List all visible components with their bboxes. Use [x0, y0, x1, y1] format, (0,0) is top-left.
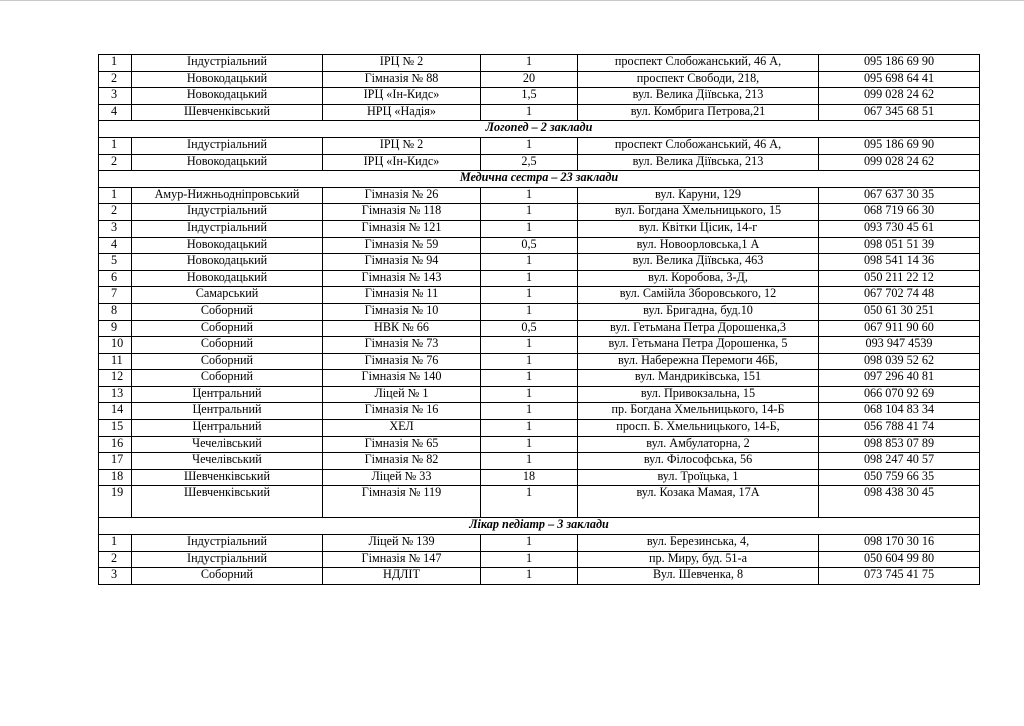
row-number: 1 — [99, 55, 132, 72]
institution-cell: ІРЦ «Ін-Кидс» — [323, 154, 481, 171]
phone-cell: 099 028 24 62 — [819, 154, 980, 171]
address-cell: вул. Філософська, 56 — [578, 453, 819, 470]
district-cell: Самарський — [132, 287, 323, 304]
district-cell: Амур-Нижньодніпровський — [132, 187, 323, 204]
table-row — [99, 220, 980, 237]
institution-cell: Гімназія № 26 — [323, 187, 481, 204]
row-number: 3 — [99, 568, 132, 585]
table-row — [99, 370, 980, 387]
phone-cell: 098 438 30 45 — [819, 486, 980, 518]
section-heading: Лікар педіатр – 3 заклади — [99, 518, 980, 535]
institution-cell: Гімназія № 76 — [323, 353, 481, 370]
address-cell: вул. Новоорловська,1 А — [578, 237, 819, 254]
institution-cell: ХЕЛ — [323, 420, 481, 437]
rate-cell: 1 — [481, 337, 578, 354]
address-cell: вул. Каруни, 129 — [578, 187, 819, 204]
table-row — [99, 287, 980, 304]
phone-cell: 095 186 69 90 — [819, 137, 980, 154]
table-row — [99, 104, 980, 121]
row-number: 3 — [99, 220, 132, 237]
table-row — [99, 320, 980, 337]
rate-cell: 1 — [481, 270, 578, 287]
phone-cell: 067 637 30 35 — [819, 187, 980, 204]
institution-cell: Гімназія № 82 — [323, 453, 481, 470]
address-cell: вул. Набережна Перемоги 46Б, — [578, 353, 819, 370]
rate-cell: 1 — [481, 220, 578, 237]
table-row — [99, 187, 980, 204]
district-cell: Новокодацький — [132, 254, 323, 271]
rate-cell: 1 — [481, 55, 578, 72]
table-row — [99, 436, 980, 453]
row-number: 6 — [99, 270, 132, 287]
rate-cell: 1 — [481, 420, 578, 437]
institution-cell: Гімназія № 65 — [323, 436, 481, 453]
district-cell: Шевченківський — [132, 469, 323, 486]
rate-cell: 1 — [481, 303, 578, 320]
institution-cell: Гімназія № 121 — [323, 220, 481, 237]
section-heading: Логопед – 2 заклади — [99, 121, 980, 138]
row-number: 16 — [99, 436, 132, 453]
rate-cell: 0,5 — [481, 320, 578, 337]
rate-cell: 1 — [481, 453, 578, 470]
institution-cell: Гімназія № 10 — [323, 303, 481, 320]
address-cell: вул. Гетьмана Петра Дорошенка, 5 — [578, 337, 819, 354]
district-cell: Чечелівський — [132, 453, 323, 470]
district-cell: Новокодацький — [132, 270, 323, 287]
address-cell: проспект Свободи, 218, — [578, 71, 819, 88]
district-cell: Соборний — [132, 337, 323, 354]
rate-cell: 1 — [481, 535, 578, 552]
address-cell: вул. Самійла Зборовського, 12 — [578, 287, 819, 304]
district-cell: Індустріальний — [132, 220, 323, 237]
phone-cell: 098 170 30 16 — [819, 535, 980, 552]
table-row — [99, 55, 980, 72]
rate-cell: 1 — [481, 568, 578, 585]
district-cell: Новокодацький — [132, 154, 323, 171]
district-cell: Соборний — [132, 303, 323, 320]
table-row — [99, 386, 980, 403]
rate-cell: 18 — [481, 469, 578, 486]
institution-cell: Гімназія № 143 — [323, 270, 481, 287]
address-cell: пр. Богдана Хмельницького, 14-Б — [578, 403, 819, 420]
district-cell: Шевченківський — [132, 104, 323, 121]
row-number: 4 — [99, 237, 132, 254]
district-cell: Новокодацький — [132, 88, 323, 105]
row-number: 18 — [99, 469, 132, 486]
rate-cell: 1 — [481, 486, 578, 518]
row-number: 19 — [99, 486, 132, 518]
table-row — [99, 453, 980, 470]
row-number: 9 — [99, 320, 132, 337]
phone-cell: 067 911 90 60 — [819, 320, 980, 337]
institution-cell: Гімназія № 73 — [323, 337, 481, 354]
address-cell: вул. Амбулаторна, 2 — [578, 436, 819, 453]
row-number: 11 — [99, 353, 132, 370]
table-row — [99, 88, 980, 105]
district-cell: Соборний — [132, 370, 323, 387]
table-row — [99, 337, 980, 354]
district-cell: Центральний — [132, 386, 323, 403]
table-row — [99, 420, 980, 437]
phone-cell: 098 039 52 62 — [819, 353, 980, 370]
phone-cell: 097 296 40 81 — [819, 370, 980, 387]
address-cell: вул. Березинська, 4, — [578, 535, 819, 552]
phone-cell: 050 61 30 251 — [819, 303, 980, 320]
table-row — [99, 551, 980, 568]
address-cell: вул. Привокзальна, 15 — [578, 386, 819, 403]
phone-cell: 073 745 41 75 — [819, 568, 980, 585]
institution-cell: НДЛІТ — [323, 568, 481, 585]
institution-cell: Гімназія № 119 — [323, 486, 481, 518]
address-cell: вул. Богдана Хмельницького, 15 — [578, 204, 819, 221]
rate-cell: 2,5 — [481, 154, 578, 171]
address-cell: просп. Б. Хмельницького, 14-Б, — [578, 420, 819, 437]
address-cell: вул. Троїцька, 1 — [578, 469, 819, 486]
table-row — [99, 353, 980, 370]
phone-cell: 098 051 51 39 — [819, 237, 980, 254]
district-cell: Соборний — [132, 353, 323, 370]
table-row — [99, 237, 980, 254]
phone-cell: 098 247 40 57 — [819, 453, 980, 470]
institution-cell: Гімназія № 11 — [323, 287, 481, 304]
table-row — [99, 568, 980, 585]
section-heading-row — [99, 518, 980, 535]
phone-cell: 050 604 99 80 — [819, 551, 980, 568]
phone-cell: 095 698 64 41 — [819, 71, 980, 88]
phone-cell: 050 759 66 35 — [819, 469, 980, 486]
phone-cell: 066 070 92 69 — [819, 386, 980, 403]
institution-cell: НРЦ «Надія» — [323, 104, 481, 121]
phone-cell: 050 211 22 12 — [819, 270, 980, 287]
row-number: 2 — [99, 551, 132, 568]
address-cell: проспект Слобожанський, 46 А, — [578, 55, 819, 72]
address-cell: Вул. Шевченка, 8 — [578, 568, 819, 585]
institution-cell: Ліцей № 1 — [323, 386, 481, 403]
phone-cell: 056 788 41 74 — [819, 420, 980, 437]
row-number: 13 — [99, 386, 132, 403]
row-number: 4 — [99, 104, 132, 121]
rate-cell: 1 — [481, 204, 578, 221]
table-row — [99, 204, 980, 221]
rate-cell: 1 — [481, 254, 578, 271]
phone-cell: 098 853 07 89 — [819, 436, 980, 453]
address-cell: вул. Козака Мамая, 17А — [578, 486, 819, 518]
phone-cell: 067 702 74 48 — [819, 287, 980, 304]
section-heading-row — [99, 171, 980, 188]
institution-cell: Гімназія № 16 — [323, 403, 481, 420]
phone-cell: 093 947 4539 — [819, 337, 980, 354]
vacancies-table — [98, 54, 980, 585]
district-cell: Індустріальний — [132, 137, 323, 154]
row-number: 3 — [99, 88, 132, 105]
institution-cell: ІРЦ «Ін-Кидс» — [323, 88, 481, 105]
table-row — [99, 270, 980, 287]
phone-cell: 095 186 69 90 — [819, 55, 980, 72]
rate-cell: 20 — [481, 71, 578, 88]
institution-cell: Ліцей № 33 — [323, 469, 481, 486]
institution-cell: Ліцей № 139 — [323, 535, 481, 552]
institution-cell: ІРЦ № 2 — [323, 55, 481, 72]
row-number: 12 — [99, 370, 132, 387]
address-cell: пр. Миру, буд. 51-а — [578, 551, 819, 568]
institution-cell: Гімназія № 147 — [323, 551, 481, 568]
row-number: 8 — [99, 303, 132, 320]
district-cell: Центральний — [132, 403, 323, 420]
phone-cell: 067 345 68 51 — [819, 104, 980, 121]
district-cell: Шевченківський — [132, 486, 323, 518]
row-number: 10 — [99, 337, 132, 354]
table-row — [99, 137, 980, 154]
rate-cell: 1 — [481, 403, 578, 420]
phone-cell: 068 104 83 34 — [819, 403, 980, 420]
section-heading-row — [99, 121, 980, 138]
institution-cell: Гімназія № 118 — [323, 204, 481, 221]
district-cell: Центральний — [132, 420, 323, 437]
district-cell: Індустріальний — [132, 551, 323, 568]
row-number: 7 — [99, 287, 132, 304]
institution-cell: Гімназія № 140 — [323, 370, 481, 387]
row-number: 15 — [99, 420, 132, 437]
rate-cell: 1 — [481, 187, 578, 204]
institution-cell: ІРЦ № 2 — [323, 137, 481, 154]
rate-cell: 1 — [481, 287, 578, 304]
address-cell: вул. Квітки Цісик, 14-г — [578, 220, 819, 237]
address-cell: вул. Комбрига Петрова,21 — [578, 104, 819, 121]
district-cell: Індустріальний — [132, 204, 323, 221]
rate-cell: 1,5 — [481, 88, 578, 105]
institution-cell: НВК № 66 — [323, 320, 481, 337]
phone-cell: 099 028 24 62 — [819, 88, 980, 105]
table-row — [99, 303, 980, 320]
rate-cell: 1 — [481, 551, 578, 568]
address-cell: вул. Велика Діївська, 213 — [578, 88, 819, 105]
rate-cell: 1 — [481, 137, 578, 154]
phone-cell: 093 730 45 61 — [819, 220, 980, 237]
district-cell: Чечелівський — [132, 436, 323, 453]
row-number: 2 — [99, 154, 132, 171]
district-cell: Індустріальний — [132, 55, 323, 72]
row-number: 2 — [99, 204, 132, 221]
institution-cell: Гімназія № 59 — [323, 237, 481, 254]
row-number: 5 — [99, 254, 132, 271]
address-cell: вул. Велика Діївська, 213 — [578, 154, 819, 171]
address-cell: вул. Велика Діївська, 463 — [578, 254, 819, 271]
rate-cell: 1 — [481, 104, 578, 121]
address-cell: вул. Бригадна, буд.10 — [578, 303, 819, 320]
institution-cell: Гімназія № 94 — [323, 254, 481, 271]
table-body — [99, 55, 980, 585]
row-number: 17 — [99, 453, 132, 470]
section-heading: Медична сестра – 23 заклади — [99, 171, 980, 188]
institution-cell: Гімназія № 88 — [323, 71, 481, 88]
rate-cell: 1 — [481, 436, 578, 453]
address-cell: вул. Гетьмана Петра Дорошенка,3 — [578, 320, 819, 337]
row-number: 1 — [99, 187, 132, 204]
district-cell: Соборний — [132, 320, 323, 337]
district-cell: Новокодацький — [132, 237, 323, 254]
district-cell: Новокодацький — [132, 71, 323, 88]
address-cell: вул. Мандриківська, 151 — [578, 370, 819, 387]
table-row — [99, 535, 980, 552]
table-row — [99, 254, 980, 271]
rate-cell: 0,5 — [481, 237, 578, 254]
table-row — [99, 154, 980, 171]
district-cell: Індустріальний — [132, 535, 323, 552]
address-cell: проспект Слобожанський, 46 А, — [578, 137, 819, 154]
table-row — [99, 71, 980, 88]
phone-cell: 068 719 66 30 — [819, 204, 980, 221]
row-number: 14 — [99, 403, 132, 420]
table-row — [99, 403, 980, 420]
phone-cell: 098 541 14 36 — [819, 254, 980, 271]
rate-cell: 1 — [481, 370, 578, 387]
table-row — [99, 486, 980, 518]
row-number: 1 — [99, 137, 132, 154]
rate-cell: 1 — [481, 353, 578, 370]
row-number: 1 — [99, 535, 132, 552]
address-cell: вул. Коробова, 3-Д, — [578, 270, 819, 287]
rate-cell: 1 — [481, 386, 578, 403]
row-number: 2 — [99, 71, 132, 88]
district-cell: Соборний — [132, 568, 323, 585]
table-row — [99, 469, 980, 486]
